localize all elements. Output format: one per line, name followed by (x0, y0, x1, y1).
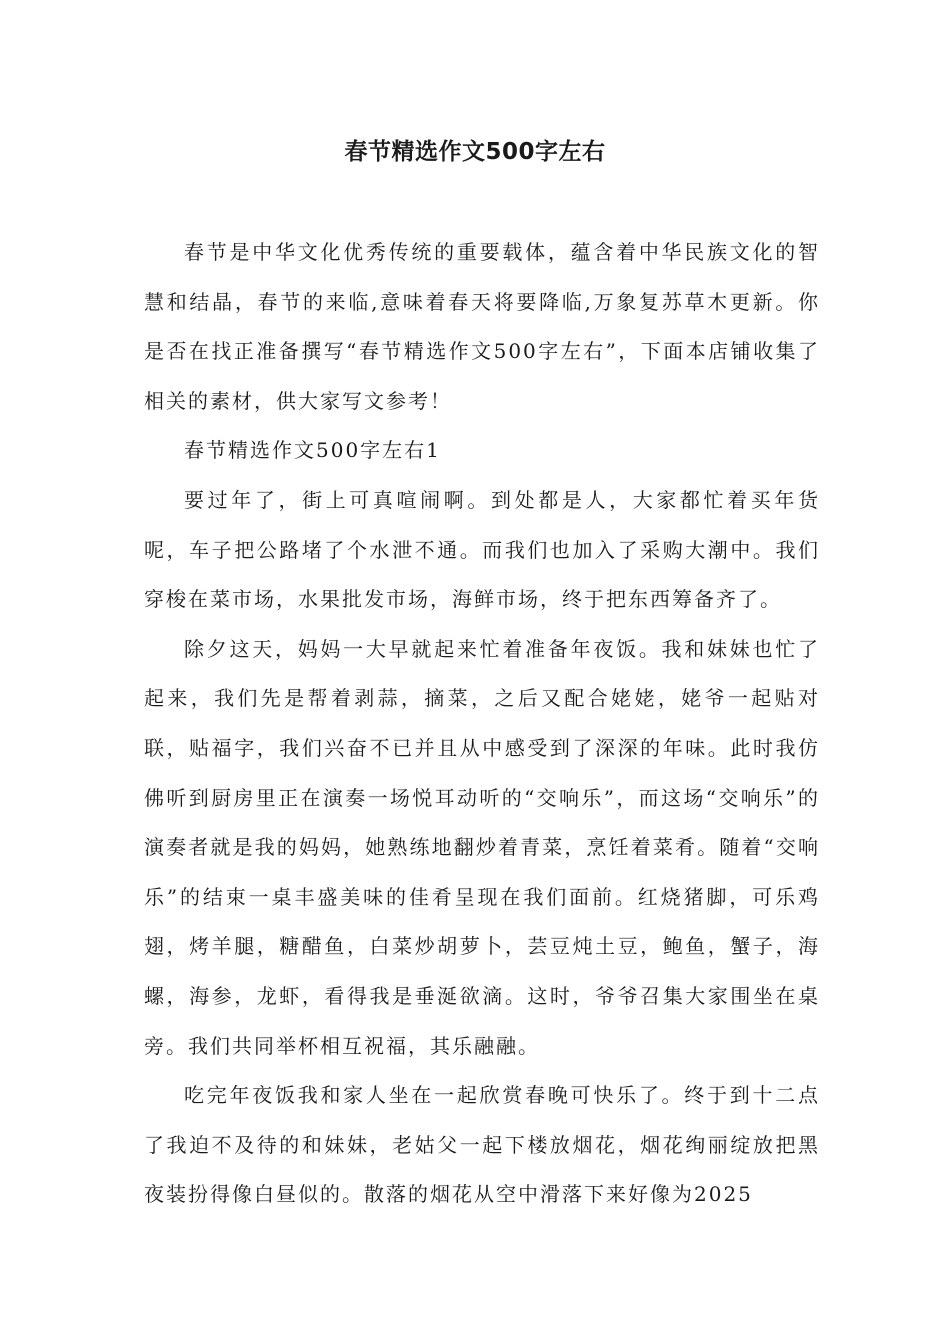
section-heading: 春节精选作文500字左右1 (184, 438, 441, 463)
intro-paragraph: 春节是中华文化优秀传统的重要载体，蕴含着中华民族文化的智慧和结晶，春节的来临,意味着春天将要降临,万象复苏草木更新。你是否在找正准备撰写“春节精选作文500字左右”，下面本店铺收集了相关的素材，供大家写文参考！ (144, 240, 820, 413)
body-paragraph: 除夕这天，妈妈一大早就起来忙着准备年夜饭。我和妹妹也忙了起来，我们先是帮着剥蒜，摘菜，之后又配合姥姥，姥爷一起贴对联，贴福字，我们兴奋不已并且从中感受到了深深的年味。此时我仿佛听到厨房里正在演奏一场悦耳动听的“交响乐”，而这场“交响乐”的演奏者就是我的妈妈，她熟练地翻炒着青菜，烹饪着菜肴。随着“交响乐”的结束一桌丰盛美味的佳肴呈现在我们面前。红烧猪脚，可乐鸡翅，烤羊腿，糖醋鱼，白菜炒胡萝卜，芸豆炖土豆，鲍鱼，蟹子，海螺，海参，龙虾，看得我是垂涎欲滴。这时，爷爷召集大家围坐在桌旁。我们共同举杯相互祝福，其乐融融。 (144, 636, 820, 1058)
body-paragraph: 要过年了，街上可真喧闹啊。到处都是人，大家都忙着买年货呢，车子把公路堵了个水泄不通。而我们也加入了采购大潮中。我们穿梭在菜市场，水果批发市场，海鲜市场，终于把东西筹备齐了。 (144, 487, 820, 612)
body-paragraph: 吃完年夜饭我和家人坐在一起欣赏春晚可快乐了。终于到十二点了我迫不及待的和妹妹，老姑父一起下楼放烟花，烟花绚丽绽放把黑夜装扮得像白昼似的。散落的烟花从空中滑落下来好像为2025 (144, 1083, 820, 1207)
document-title: 春节精选作文500字左右 (344, 139, 606, 165)
document-body (144, 228, 820, 1220)
